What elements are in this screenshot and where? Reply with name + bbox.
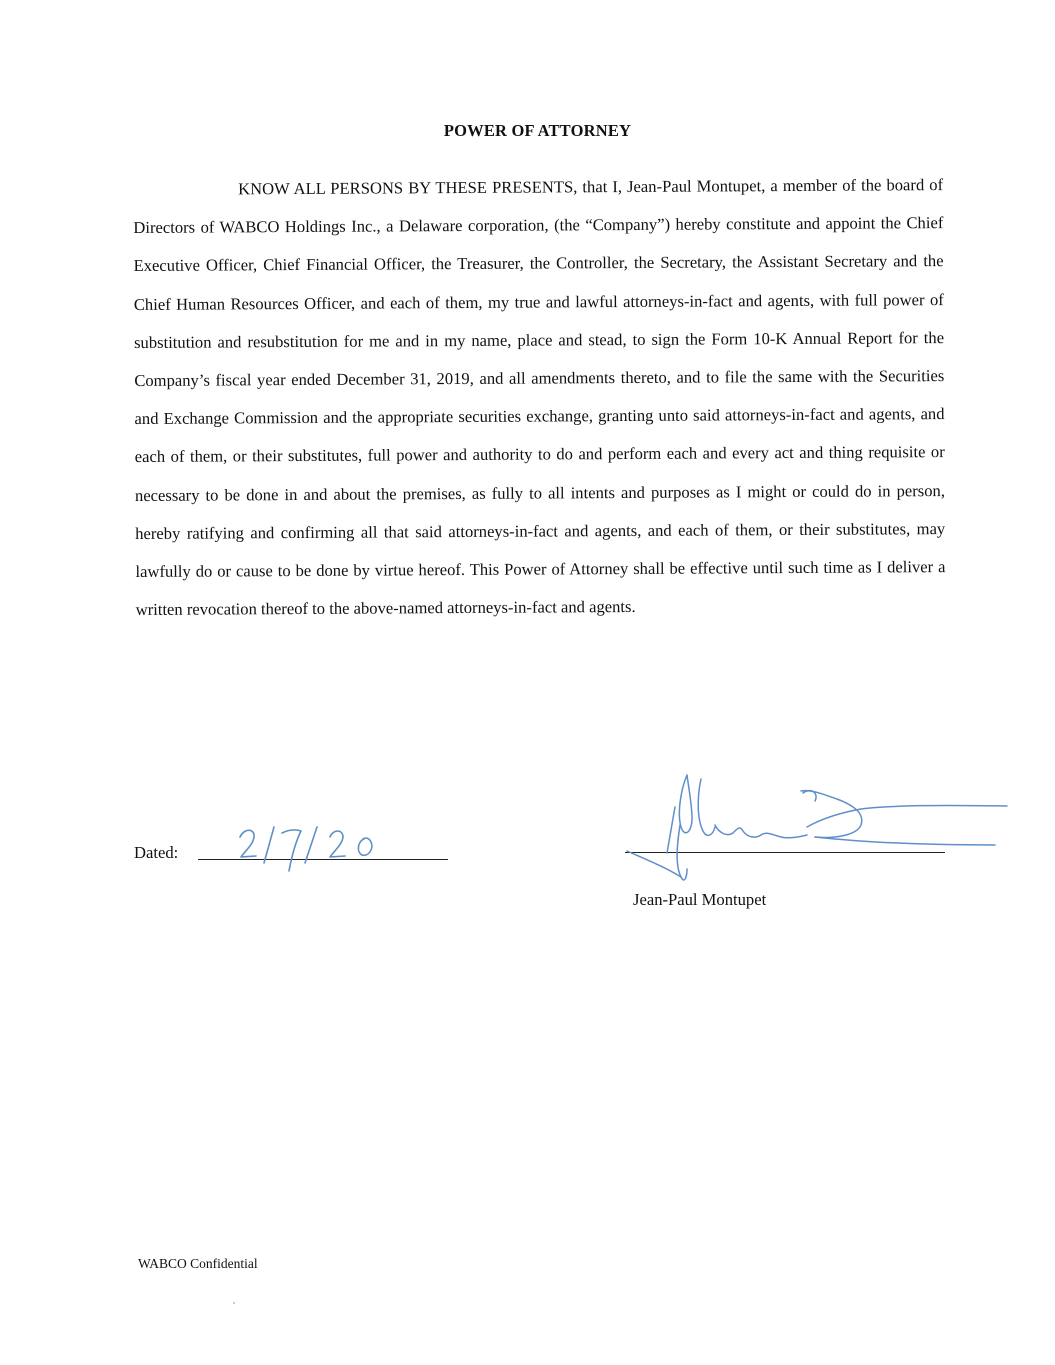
scan-speck <box>233 1302 235 1304</box>
document-title: POWER OF ATTORNEY <box>443 121 632 140</box>
body-paragraph: KNOW ALL PERSONS BY THESE PRESENTS, that I, Jean-Paul Montupet, a member of the board of Directors of WABCO Holdings Inc., a Delaware corporation, (the “Company”) hereby constitute and appoint the Chief Executive Officer, Chief Financial Officer, the Treasurer, the Controller, the Secretary, the Assistant Secretary and the Chief Human Resources Officer, and each of them, my true and lawful attorneys-in-fact and agents, with full power of substitution and resubstitution for me and in my name, place and stead, to sign the Form 10-K Annual Report for the Company’s fiscal year ended December 31, 2019, and all amendments thereto, and to file the same with the Securities and Exchange Commission and the appropriate securities exchange, granting unto said attorneys-in-fact and agents, and each of them, or their substitutes, full power and authority to do and perform each and every act and thing requisite or necessary to be done in and about the premises, as fully to all intents and purposes as I might or could do in person, hereby ratifying and confirming all that said attorneys-in-fact and agents, and each of them, or their substitutes, may lawfully do or cause to be done by virtue hereof. This Power of Attorney shall be effective until such time as I deliver a written revocation thereof to the above-named attorneys-in-fact and agents. <box>133 175 946 620</box>
dated-label: Dated: <box>134 843 179 862</box>
signature <box>615 765 1015 900</box>
signer-name: Jean-Paul Montupet <box>633 890 767 909</box>
handwritten-date <box>212 815 412 885</box>
footer-confidential: WABCO Confidential <box>138 1256 258 1271</box>
